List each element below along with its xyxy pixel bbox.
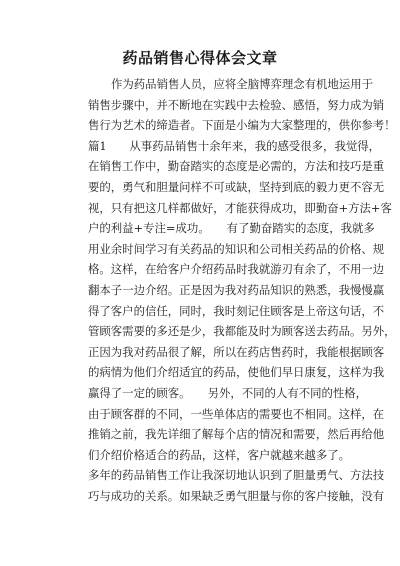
paragraph-line: 销售步骤中，并不断地在实践中去检验、感悟，努力成为销 [88, 97, 385, 112]
paragraph-line: 的病情为他们介绍适宜的药品，使他们早日康复，这样为我 [88, 365, 385, 380]
paragraph-line: 由于顾客群的不同，一些单体店的需要也不相同。这样，在 [88, 406, 385, 421]
paragraph-line: 篇1 从事药品销售十余年来，我的感受很多，我觉得， [88, 138, 381, 153]
paragraph-line: 赢得了一定的顾客。 另外，不同的人有不同的性格， [88, 385, 368, 400]
paragraph-line: 要的，勇气和胆量问样不可或缺，坚持到底的毅力更不容无 [88, 179, 385, 194]
paragraph-line: 得了客户的信任，同时，我时刻记住顾客是上帝这句话，不 [88, 303, 385, 318]
paragraph-line: 多年的药品销售工作让我深切地认识到了胆量勇气、方法技 [88, 468, 385, 483]
paragraph-line: 正因为我对药品很了解，所以在药店售药时，我能根据顾客 [88, 344, 385, 359]
paragraph-line: 们介绍价格适合的药品，这样，客户就越来越多了。 [88, 447, 350, 462]
paragraph-line: 在销售工作中，勤奋踏实的态度是必需的，方法和技巧是重 [88, 159, 385, 174]
document-body [88, 74, 396, 506]
paragraph-line: 作为药品销售人员，应将全脑博弈理念有机地运用于 [111, 77, 373, 91]
paragraph-line: 视，只有把这几样都做好，才能获得成功，即勤奋+方法+客 [88, 200, 392, 215]
paragraph-line: 翻本子一边介绍。正是因为我对药品知识的熟悉，我慢慢赢 [88, 282, 385, 297]
paragraph-line: 巧与成功的关系。如果缺乏勇气胆量与你的客户接触，没有 [88, 488, 385, 503]
paragraph-line: 户的利益+专注=成功。 有了勤奋踏实的态度，我就多 [88, 221, 375, 236]
paragraph-line: 推销之前，我先详细了解每个店的情况和需要，然后再给他 [88, 427, 385, 442]
paragraph-line: 用业余时间学习有关药品的知识和公司相关药品的价格、规 [88, 241, 385, 256]
paragraph-line: 格。这样，在给客户介绍药品时我就游刃有余了，不用一边 [88, 262, 385, 277]
document-title: 药品销售心得体会文章 [122, 49, 278, 67]
paragraph-line: 管顾客需要的多还是少，我都能及时为顾客送去药品。另外， [88, 324, 396, 339]
paragraph-line: 售行为艺术的缔造者。下面是小编为大家整理的，供你参考！ [88, 118, 396, 133]
